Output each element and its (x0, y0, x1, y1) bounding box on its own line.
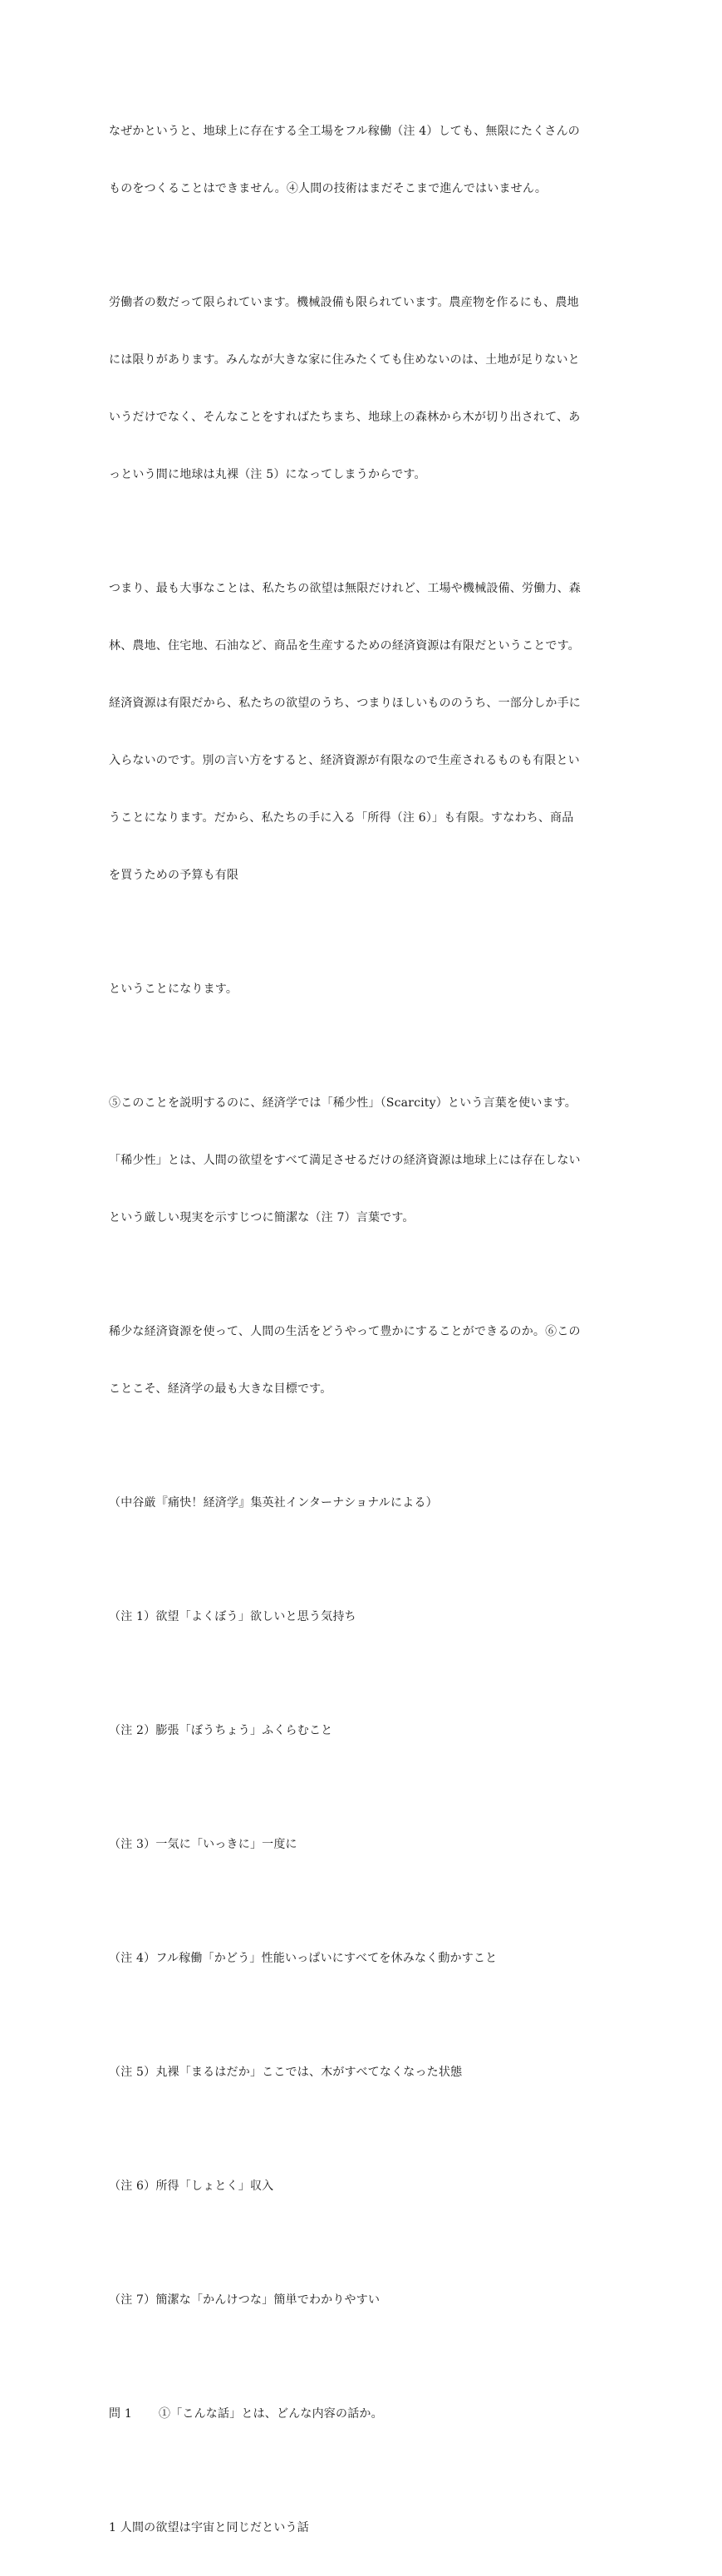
text-line: （注 5）丸裸「まるはだか」ここでは、木がすべてなくなった状態 (109, 2066, 463, 2079)
paragraph-scarcity (109, 1056, 624, 1266)
footnote-1 (109, 1569, 624, 1665)
text-line: 入らないのです。別の言い方をすると、経済資源が有限なので生産されるものも有限とい (109, 754, 580, 767)
footnote-4 (109, 1911, 624, 2007)
text-line: には限りがあります。みんなが大きな家に住みたくても住めないのは、土地が足りないと (109, 353, 580, 367)
text-line: （注 7）簡潔な「かんけつな」簡単でわかりやすい (109, 2293, 381, 2307)
question-text: ①「こんな話」とは、どんな内容の話か。 (159, 2407, 383, 2421)
text-line: （注 1）欲望「よくぼう」欲しいと思う気持ち (109, 1610, 356, 1623)
text-line: ものをつくることはできません。④人間の技術はまだそこまで進んではいません。 (109, 182, 548, 195)
text-line: （注 6）所得「しょとく」収入 (109, 2180, 274, 2193)
question-row (109, 2405, 624, 2424)
text-line: 労働者の数だって限られています。機械設備も限られています。農産物を作るにも、農地 (109, 296, 579, 309)
text-line: を買うための予算も有限 (109, 869, 239, 882)
text-line: ⑤このことを説明するのに、経済学では「稀少性」（Scarcity）という言葉を使います。 (109, 1096, 577, 1110)
answer-option-1 (109, 2480, 624, 2576)
text-line: 1 人間の欲望は宇宙と同じだという話 (109, 2521, 309, 2534)
footnote-6 (109, 2139, 624, 2234)
footnote-5 (109, 2025, 624, 2120)
text-line: ということになります。 (109, 983, 238, 996)
footnote-3 (109, 1797, 624, 1893)
text-line: っという間に地球は丸裸（注 5）になってしまうからです。 (109, 468, 426, 481)
footnote-2 (109, 1683, 624, 1779)
text-line: （注 4）フル稼働「かどう」性能いっぱいにすべてを休みなく動かすこと (109, 1952, 498, 1965)
text-line: つまり、最も大事なことは、私たちの欲望は無限だけれど、工場や機械設備、労働力、森 (109, 582, 581, 595)
text-line: いうだけでなく、そんなことをすればたちまち、地球上の森林から木が切り出されて、あ (109, 411, 581, 424)
text-line: なぜかというと、地球上に存在する全工場をフル稼働（注 4）しても、無限にたくさんの (109, 125, 580, 138)
paragraph-goal (109, 1284, 624, 1437)
text-line: 「稀少性」とは、人間の欲望をすべて満足させるだけの経済資源は地球上には存在しない (109, 1154, 581, 1167)
document-body (109, 84, 624, 2576)
paragraph-resources (109, 541, 624, 924)
text-line: うことになります。だから、私たちの手に入る「所得（注 6）」も有限。すなわち、商品 (109, 811, 574, 825)
paragraph-labor (109, 255, 624, 523)
text-line: （注 2）膨張「ぼうちょう」ふくらむこと (109, 1724, 333, 1737)
text-line: 稀少な経済資源を使って、人間の生活をどうやって豊かにすることができるのか。⑥この (109, 1325, 581, 1338)
footnote-7 (109, 2253, 624, 2348)
text-line: （中谷厳『痛快！経済学』集英社インターナショナルによる） (109, 1496, 438, 1510)
text-line: という厳しい現実を示すじつに簡潔な（注 7）言葉です。 (109, 1211, 415, 1224)
question-label: 問 1 (109, 2407, 132, 2421)
text-line: 経済資源は有限だから、私たちの欲望のうち、つまりほしいもののうち、一部分しか手に (109, 697, 581, 710)
paragraph-factories (109, 84, 624, 237)
text-line: ことこそ、経済学の最も大きな目標です。 (109, 1382, 332, 1396)
source-citation (109, 1455, 624, 1551)
text-line: （注 3）一気に「いっきに」一度に (109, 1838, 297, 1851)
paragraph-continuation (109, 942, 624, 1037)
question-1 (109, 2367, 624, 2462)
text-line: 林、農地、住宅地、石油など、商品を生産するための経済資源は有限だということです。 (109, 639, 580, 653)
